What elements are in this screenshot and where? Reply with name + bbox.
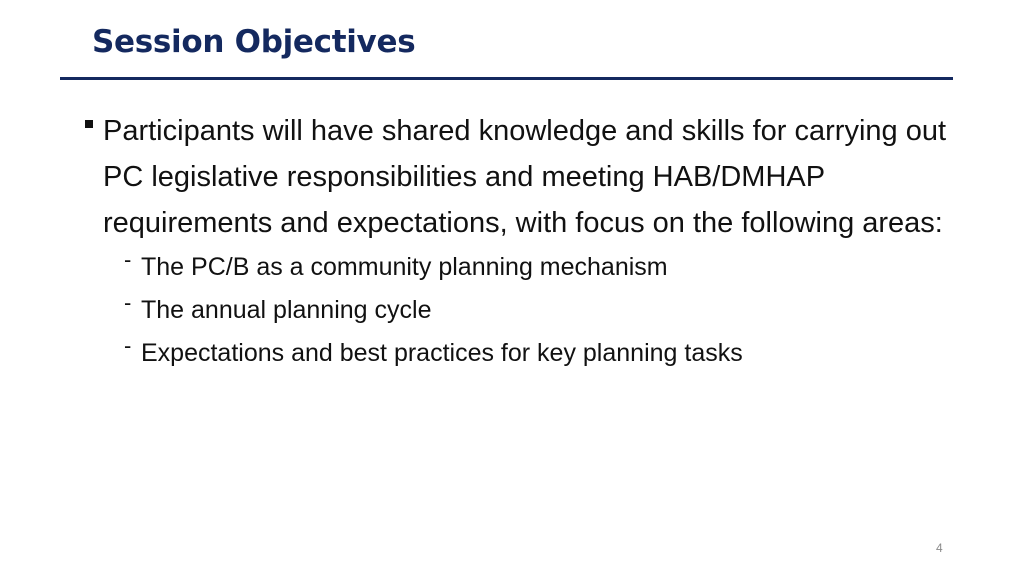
bullet-text: Participants will have shared knowledge and skills for carrying out PC legislative responsibilities and meeting HAB/DMHAP requirements and expectations, with focus on the following areas:: [103, 115, 947, 239]
slide-body: [84, 108, 964, 379]
sub-bullet-list: [84, 247, 964, 379]
sub-bullet-item: [122, 247, 964, 293]
dash-bullet-icon: -: [124, 247, 132, 272]
page-number: 4: [936, 541, 943, 555]
dash-bullet-icon: -: [124, 333, 132, 358]
sub-bullet-text: The PC/B as a community planning mechanism: [141, 253, 668, 281]
sub-bullet-item: [122, 290, 964, 336]
square-bullet-icon: [85, 120, 93, 128]
bullet-item: [84, 108, 964, 246]
slide-title: Session Objectives: [92, 24, 416, 60]
dash-bullet-icon: -: [124, 290, 132, 315]
sub-bullet-text: The annual planning cycle: [141, 296, 432, 324]
sub-bullet-text: Expectations and best practices for key planning tasks: [141, 339, 743, 367]
title-divider: [60, 77, 953, 80]
sub-bullet-item: [122, 333, 964, 379]
